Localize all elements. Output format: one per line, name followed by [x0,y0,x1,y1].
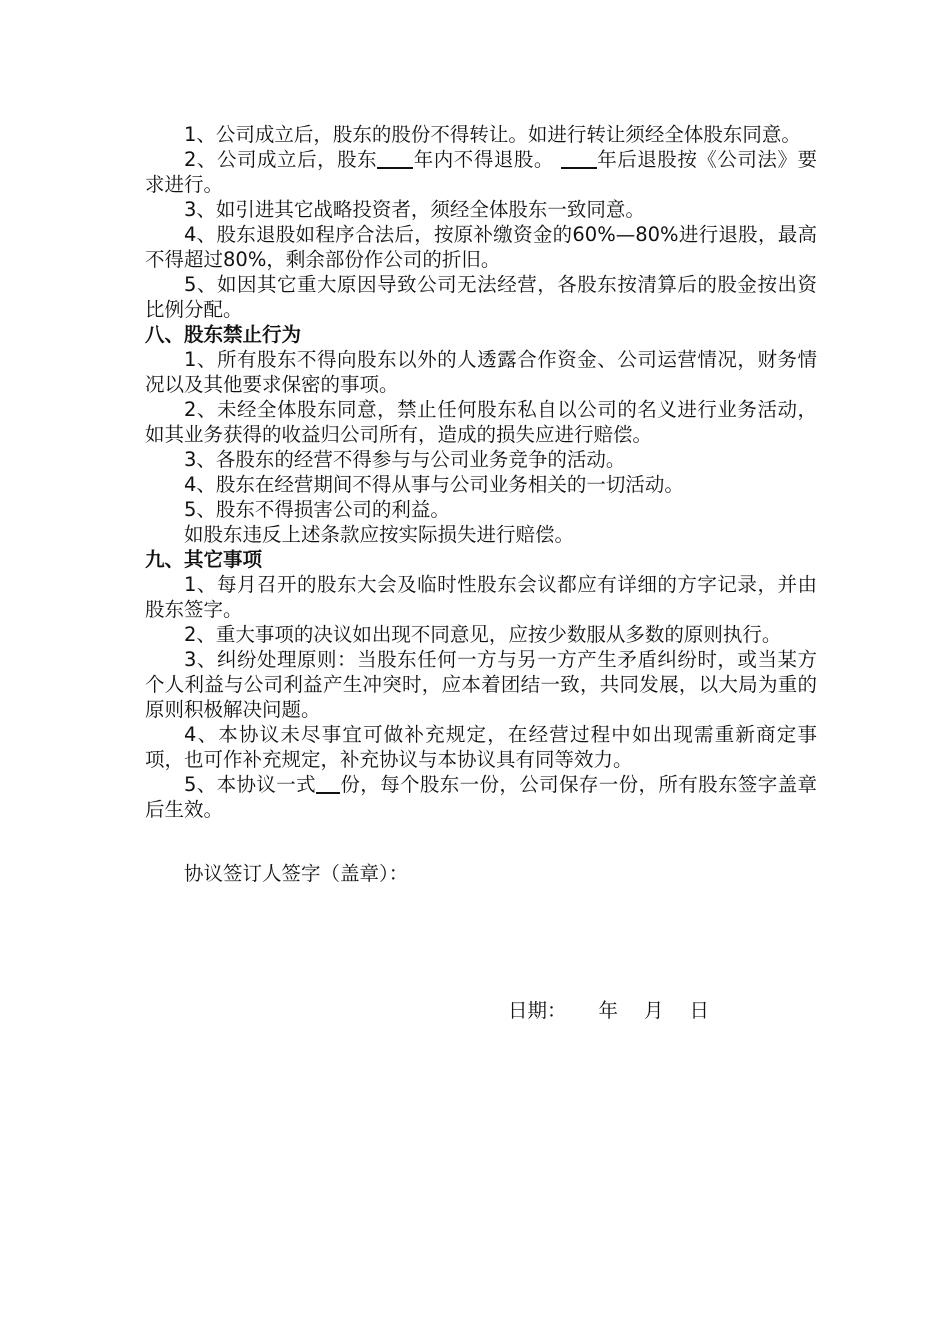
date-day: 日 [689,999,710,1022]
section-9-heading: 九、其它事项 [145,548,263,571]
date-month: 月 [644,999,664,1022]
clause-8-2: 2、未经全体股东同意，禁止任何股东私自以公司的名义进行业务活动，如其业务获得的收益归公司所有，造成的损失应进行赔偿。 [145,398,817,446]
clause-7-2-text-a: 2、公司成立后，股东 [184,148,378,171]
clause-9-2: 2、重大事项的决议如出现不同意见，应按少数服从多数的原则执行。 [184,623,782,646]
blank-years-no-withdrawal [377,148,413,170]
date-line [508,995,709,1023]
document-page [145,122,817,886]
clause-7-4: 4、股东退股如程序合法后，按原补缴资金的60%—80%进行退股，最高不得超过80%，剩余部份作公司的折旧。 [145,223,817,271]
section-8-heading: 八、股东禁止行为 [145,323,302,346]
clause-9-5-text-a: 5、本协议一式 [184,773,317,796]
clause-8-3: 3、各股东的经营不得参与与公司业务竞争的活动。 [184,448,626,471]
clause-7-2 [145,147,817,197]
date-year: 年 [598,999,619,1022]
clause-9-5 [145,772,817,822]
clause-9-1: 1、每月召开的股东大会及临时性股东会议都应有详细的方字记录，并由股东签字。 [145,573,817,621]
blank-copies [316,773,340,795]
clause-7-5: 5、如因其它重大原因导致公司无法经营，各股东按清算后的股金按出资比例分配。 [145,273,817,321]
clause-7-3: 3、如引进其它战略投资者，须经全体股东一致同意。 [184,198,645,221]
clause-7-1: 1、公司成立后，股东的股份不得转让。如进行转让须经全体股东同意。 [184,123,801,146]
clause-8-1: 1、所有股东不得向股东以外的人透露合作资金、公司运营情况，财务情况以及其他要求保密的事项。 [145,348,817,396]
clause-8-4: 4、股东在经营期间不得从事与公司业务相关的一切活动。 [184,473,684,496]
spacer [145,822,817,847]
clause-7-2-text-c: 年后退股按《公司法》要求进行。 [145,148,817,196]
signature-label: 协议签订人签字（盖章）： [184,862,409,885]
clause-9-3: 3、纠纷处理原则：当股东任何一方与另一方产生矛盾纠纷时，或当某方个人利益与公司利益产生冲突时，应本着团结一致，共同发展，以大局为重的原则积极解决问题。 [145,648,817,721]
clause-8-5: 5、股东不得损害公司的利益。 [184,498,450,521]
blank-years-withdrawal [561,148,597,170]
clause-8-note: 如股东违反上述条款应按实际损失进行赔偿。 [184,523,575,546]
clause-7-2-text-b: 年内不得退股。 [413,148,554,171]
clause-9-5-text-b: 份，每个股东一份，公司保存一份，所有股东签字盖章后生效。 [145,773,817,821]
date-label: 日期： [508,999,567,1022]
clause-9-4: 4、本协议未尽事宜可做补充规定，在经营过程中如出现需重新商定事项，也可作补充规定，补充协议与本协议具有同等效力。 [145,723,817,771]
